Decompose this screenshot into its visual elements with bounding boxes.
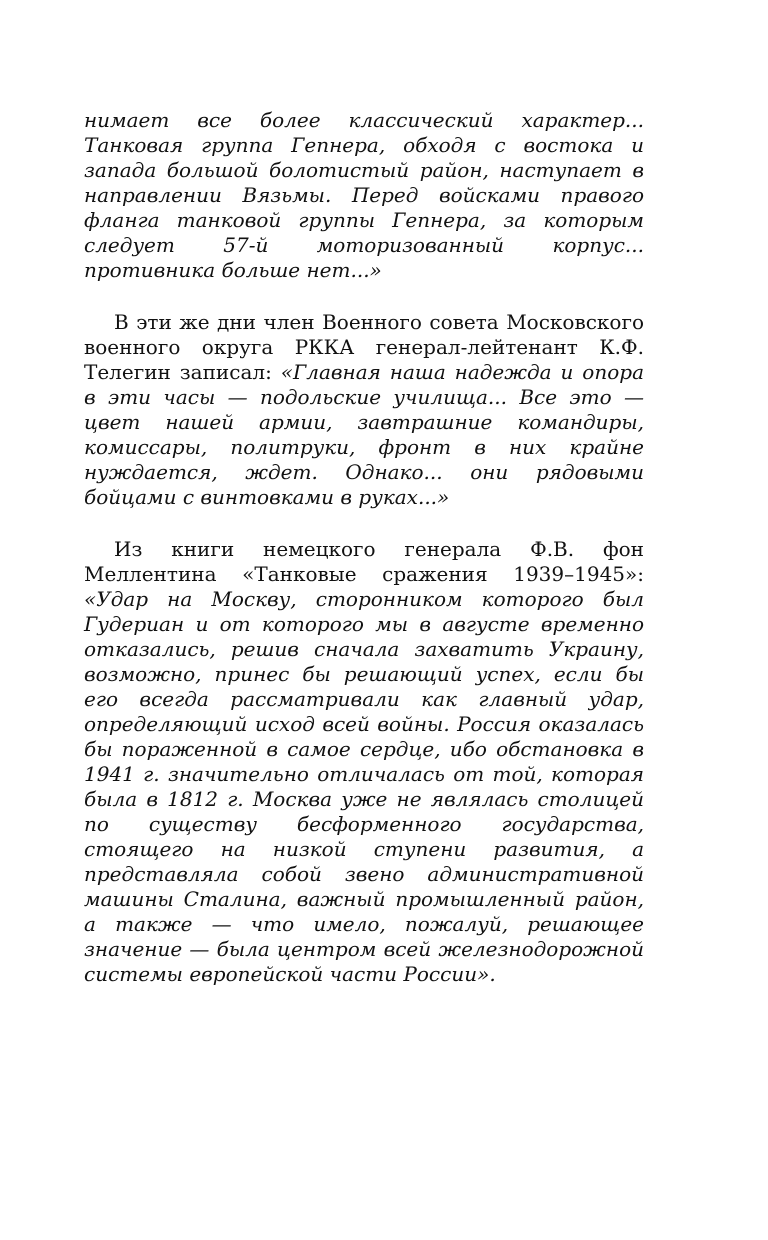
main-text [84,108,644,987]
paragraph-1-quote: нимает все более классический характер... Танковая группа Гепнера, обходя с востока и запада большой болотистый район, наступает в направлении Вязьмы. Перед войсками правого фланга танковой группы Гепнера, за которым следует 57-й моторизованный корпус... противника больше нет...» [84,108,644,282]
paragraph-gap [84,283,644,310]
paragraph-3-lead: Из книги немецкого генерала Ф.В. фон Меллентина «Танковые сражения 1939–1945»: [84,537,644,586]
paragraph-3-quote: «Удар на Москву, сторонником которого был Гудериан и от которого мы в августе временно отказались, решив сначала захватить Украину, возможно, принес бы решающий успех, если бы его всегда рассматривали как главный удар, определяющий исход всей войны. Россия оказалась бы пораженной в самое сердце, ибо обстановка в 1941 г. значительно отличалась от той, которая была в 1812 г. Москва уже не являлась столицей по существу бесформенного государства, стоящего на низкой ступени развития, а представляла собой звено административной машины Сталина, важный промышленный район, а также — что имело, пожалуй, решающее значение — была центром всей железнодорожной системы европейской части России». [84,587,644,986]
paragraph-2-lead: В эти же дни член Военного совета Московского военного округа РККА генерал-лейтенант К.Ф. Телегин записал: [84,310,644,384]
paragraph-1 [84,108,644,283]
paragraph-2-quote: «Главная наша надежда и опора в эти часы — подольские училища... Все это — цвет нашей армии, завтрашние командиры, комиссары, политруки, фронт в них крайне нуждается, ждет. Однако... они рядовыми бойцами с винтовками в руках...» [84,360,644,509]
paragraph-3 [84,537,644,987]
paragraph-gap [84,510,644,537]
paragraph-2 [84,310,644,510]
